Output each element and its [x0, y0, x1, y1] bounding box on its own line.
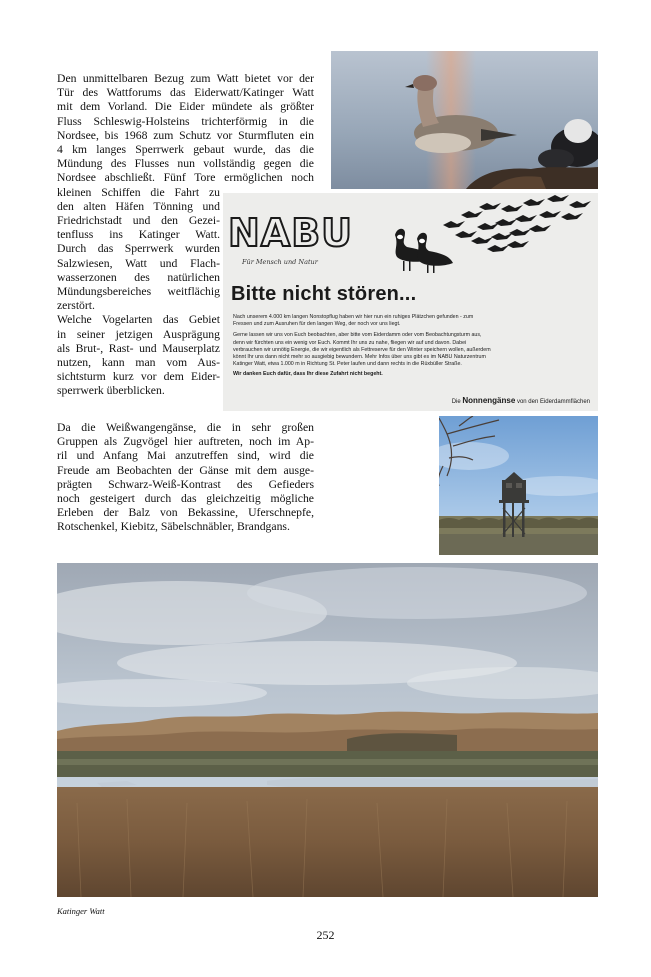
photo-katinger-watt-landscape — [57, 563, 598, 897]
text-line: den alten Häfen Tönning und — [57, 199, 220, 213]
nabu-logo: NABU — [228, 211, 354, 255]
text-line: noch gesteigert durch das gleichzeitig mögliche — [57, 492, 314, 506]
page-number: 252 — [316, 928, 335, 942]
text-line: Durch das Sperrwerk wurden — [57, 242, 220, 256]
sign-line: Katinger Watt, etwa 1.000 m in Richtung St. Peter laufen und dann rechts in die Rüxbüller Straße. — [233, 361, 462, 368]
text-line: prägten Schwarz-Weiß-Kontrast des Gefieders — [57, 477, 314, 491]
text-line: in seiner jetzigen Ausprägung — [57, 327, 220, 341]
sign-line: verbrauchen wir unnötig Energie, die wir eigentlich als Fettreserve für den Winter speichern wollen, außerdem — [233, 346, 491, 353]
text-line: sichtsturm kurz vor dem Eider- — [57, 370, 220, 384]
sign-line: könnt Ihr uns dann nicht mehr so ausgiebig bewundern. Mehr Infos über uns gibt es im NABU Naturzentrum — [233, 354, 486, 361]
text-line: tenfluss ins Katinger Watt. — [57, 228, 220, 242]
geese-flock-illustration — [383, 195, 593, 275]
sign-body — [233, 314, 595, 379]
text-line: Nordsee, bis 1968 zum Schutz vor Sturmfluten ein — [57, 128, 314, 142]
text-line: nutzen, kann man vom Aus- — [57, 356, 220, 369]
photo-nabu-sign — [223, 193, 598, 411]
sign-signature: Die Nonnengänse von den Eiderdammflächen — [451, 396, 590, 405]
text-line: Fluss Schleswig-Holsteins trichterförmig in die — [57, 114, 314, 128]
nabu-tagline: Für Mensch und Natur — [242, 258, 318, 266]
text-line: Friedrichstadt und den Gezei- — [57, 214, 220, 227]
photo-caption: Katinger Watt — [57, 906, 105, 916]
paragraph-bird-species — [57, 313, 220, 398]
sign-thanks: Wir danken Euch dafür, dass Ihr diese Zufahrt nicht begeht. — [233, 371, 383, 378]
text-line: Erleben der Balz von Bekassine, Uferschnepfe, — [57, 506, 314, 520]
text-line: als Brut-, Rast- und Mauserplatz — [57, 341, 220, 355]
text-line: sperrwerk überblicken. — [57, 384, 165, 398]
text-line: kleinen Schiffen die Fahrt zu — [57, 185, 220, 199]
text-line: Da die Weißwangengänse, die in sehr großen — [57, 421, 314, 434]
sign-line: Gerne lassen wir uns von Euch beobachten, aber bitte vom Eiderdamm oder vom Beobachtungsturm aus, — [233, 332, 482, 339]
paragraph-geese — [57, 421, 314, 535]
sign-line: Nach unserem 4.000 km langen Nonstopflug haben wir hier nun ein ruhiges Plätzchen gefunden - zum — [233, 314, 474, 320]
text-line: Gruppen als Zugvögel hier auftreten, noch im Ap- — [57, 435, 314, 449]
paragraph-intro — [57, 72, 314, 186]
text-line: Salzwiesen, Watt und Flach- — [57, 256, 220, 270]
text-line: Rotschenkel, Kiebitz, Säbelschnäbler, Brandgans. — [57, 520, 290, 534]
photo-geese — [331, 51, 598, 189]
text-line: mit dem Vorland. Die Eider mündete als größter — [57, 100, 314, 114]
text-line: Mündung des Flusses nun vollständig gegen die — [57, 157, 314, 171]
text-line: Welche Vogelarten das Gebiet — [57, 313, 220, 327]
text-line: Den unmittelbaren Bezug zum Watt bietet vor der — [57, 72, 314, 85]
text-line: ril und Anfang Mai anzutreffen sind, wird die — [57, 449, 314, 463]
text-line: Nordsee abschließt. Fünf Tore ermöglichen noch — [57, 171, 314, 185]
sign-line: denn wir fürchten uns ein wenig vor Euch. Kommt Ihr uns zu nahe, fliegen wir auf und davon. Dabei — [233, 339, 467, 346]
text-line: zerstört. — [57, 299, 95, 313]
text-line: Freude am Beobachten der Gänse mit dem ausge- — [57, 463, 314, 477]
text-line: wasserzonen des natürlichen — [57, 270, 220, 284]
sign-headline: Bitte nicht stören... — [231, 283, 417, 305]
photo-observation-tower — [439, 416, 598, 555]
text-line: Tür des Wattforums das Eiderwatt/Katinger Watt — [57, 86, 314, 100]
text-line: Mündungsbereiches weitflächig — [57, 285, 220, 299]
text-line: 4 km langes Sperrwerk gebaut wurde, das die — [57, 143, 314, 157]
sign-line: Fressen und zum Ausruhen für den langen Weg, der noch vor uns liegt. — [233, 321, 401, 328]
paragraph-intro-continued — [57, 186, 220, 314]
